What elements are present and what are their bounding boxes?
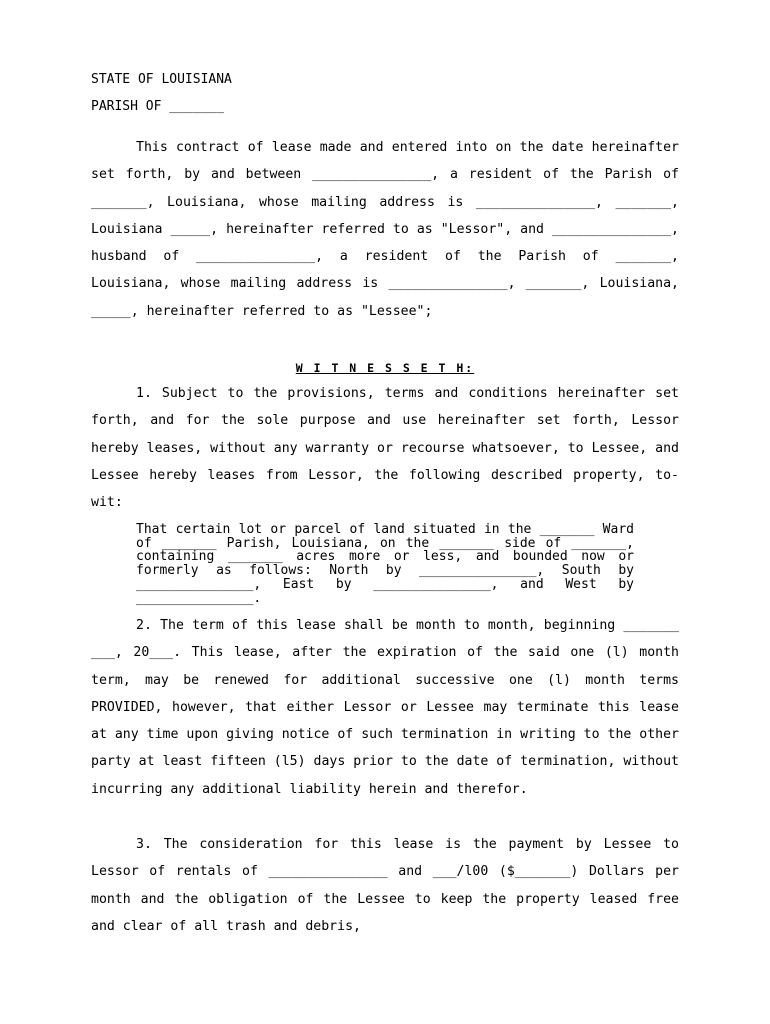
parish-heading: PARISH OF _______ [91,99,225,114]
section-1-paragraph: 1. Subject to the provisions, terms and conditions hereinafter set forth, and for the sole purpose and use hereinafter set forth, Lessor hereby leases, without any warranty or recourse whatsoever, to Lessee, and Lessee hereby leases from Lessor, the following described property, to-wit: [91,386,679,511]
section-2-paragraph: 2. The term of this lease shall be month to month, beginning _______ ___, 20___. This lease, after the expiration of the said one (l) month term, may be renewed for additional successive one (l) month terms PROVIDED, however, that either Lessor or Lessee may terminate this lease at any time upon giving notice of such termination in writing to the other party at least fifteen (l5) days prior to the date of termination, without incurring any additional liability herein and therefor. [91,618,679,797]
section-3-paragraph: 3. The consideration for this lease is the payment by Lessee to Lessor of rentals of _______________ and ___/l00 ($_______) Dollars per month and the obligation of the Lessee to keep the property leased free and clear of all trash and debris, [91,837,679,934]
property-description: That certain lot or parcel of land situated in the _______ Ward of _______ Parish, Louisiana, on the _______ side of _______, containing _______ acres more or less, and bounded now or formerly as follows: North by _______________, South by _______________, East by _______________, and West by _______________. [136,522,634,606]
state-heading: STATE OF LOUISIANA [91,72,232,87]
intro-paragraph: This contract of lease made and entered into on the date hereinafter set forth, by and between _______________, a resident of the Parish of _______, Louisiana, whose mailing address is _______________, _______, Louisiana _____, hereinafter referred to as "Lessor", and _______________, husband of _______________, a resident of the Parish of _______, Louisiana, whose mailing address is _______________, _______, Louisiana, _____, hereinafter referred to as "Lessee"; [91,140,679,319]
witnesseth-heading: W I T N E S S E T H: [295,361,475,375]
